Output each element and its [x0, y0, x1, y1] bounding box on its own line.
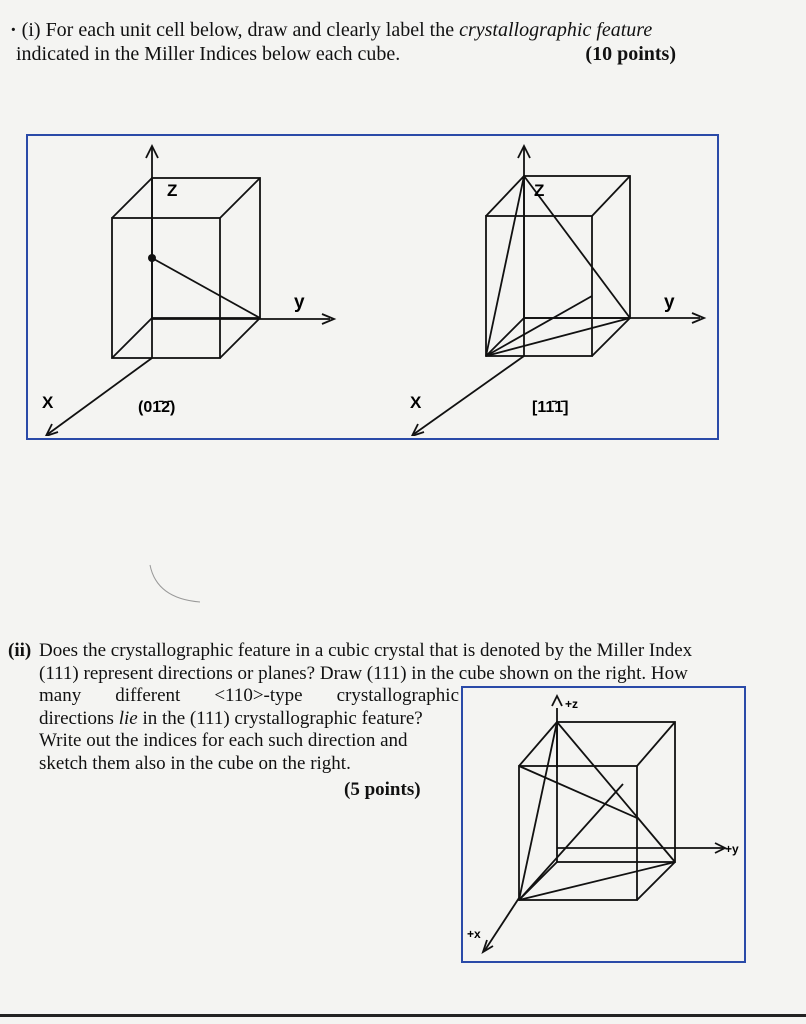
- left-x-label: X: [42, 393, 54, 412]
- bottom-plane-edge-3: [519, 862, 675, 900]
- bottom-direction-2: [519, 766, 637, 818]
- part-i-text-italic: crystallographic feature: [459, 19, 653, 41]
- page-bottom-edge: [0, 1014, 806, 1017]
- part-ii-points: (5 points): [344, 779, 421, 800]
- left-x-axis: [48, 358, 152, 434]
- left-z-label: Z: [167, 181, 178, 200]
- part-ii-line4: [39, 708, 459, 731]
- part-ii-line6: sketch them also in the cube on the right.: [39, 752, 351, 774]
- part-ii-line1: Does the crystallographic feature in a cubic crystal that is denoted by the Miller Index: [39, 640, 693, 661]
- right-y-label: y: [664, 292, 675, 313]
- part-ii-line4-b: in the (111) crystallographic feature?: [142, 707, 423, 729]
- right-miller-index: [11̄1̄]: [532, 399, 569, 416]
- bottom-plane-edge-1: [519, 722, 557, 900]
- right-cube-front-face: [486, 216, 592, 356]
- part-i-label: (i): [21, 19, 41, 41]
- bottom-direction-1: [519, 784, 623, 900]
- right-x-arrow: [412, 424, 424, 436]
- right-feature-line-3: [486, 318, 630, 356]
- left-feature-line: [152, 258, 260, 318]
- bottom-x-axis: [485, 898, 519, 950]
- right-feature-line-4: [486, 296, 592, 356]
- left-cube-front-face: [112, 218, 220, 358]
- right-x-label: X: [410, 393, 422, 412]
- right-unit-cell: [400, 136, 712, 436]
- left-miller-index: (01̄2̄): [138, 399, 176, 416]
- part-ii-line2: (111) represent directions or planes? Draw (111) in the cube shown on the right. How: [39, 662, 688, 684]
- bottom-z-label: +z: [565, 697, 579, 711]
- right-feature-line-1: [486, 176, 524, 356]
- part-ii-line5: Write out the indices for each such direction and: [39, 730, 408, 751]
- left-y-label: y: [294, 292, 305, 313]
- bottom-z-arrow: [552, 696, 562, 706]
- bottom-x-label: +x: [467, 927, 481, 941]
- part-i-text-line1: For each unit cell below, draw and clearly label the: [45, 19, 455, 41]
- part-ii-line4-italic: lie: [118, 707, 138, 729]
- right-x-axis: [414, 356, 524, 434]
- pencil-mark: [140, 560, 220, 610]
- bottom-unit-cell: [463, 688, 743, 960]
- part-i-text-line2: indicated in the Miller Indices below each cube.: [16, 43, 401, 65]
- part-ii-line4-a: directions: [39, 707, 114, 729]
- right-z-label: Z: [534, 181, 545, 200]
- left-feature-point: [148, 254, 156, 262]
- part-i-question: · (i) For each unit cell below, draw and clearly label the crystallographic feature indicated in the Miller Indices below each cube. (10 points): [10, 19, 676, 65]
- part-ii-label: (ii): [8, 640, 32, 661]
- bottom-y-label: +y: [725, 842, 739, 856]
- part-ii-line3: many different <110>-type crystallographic: [39, 685, 459, 706]
- left-unit-cell: [30, 136, 370, 436]
- part-i-points: (10 points): [585, 43, 676, 65]
